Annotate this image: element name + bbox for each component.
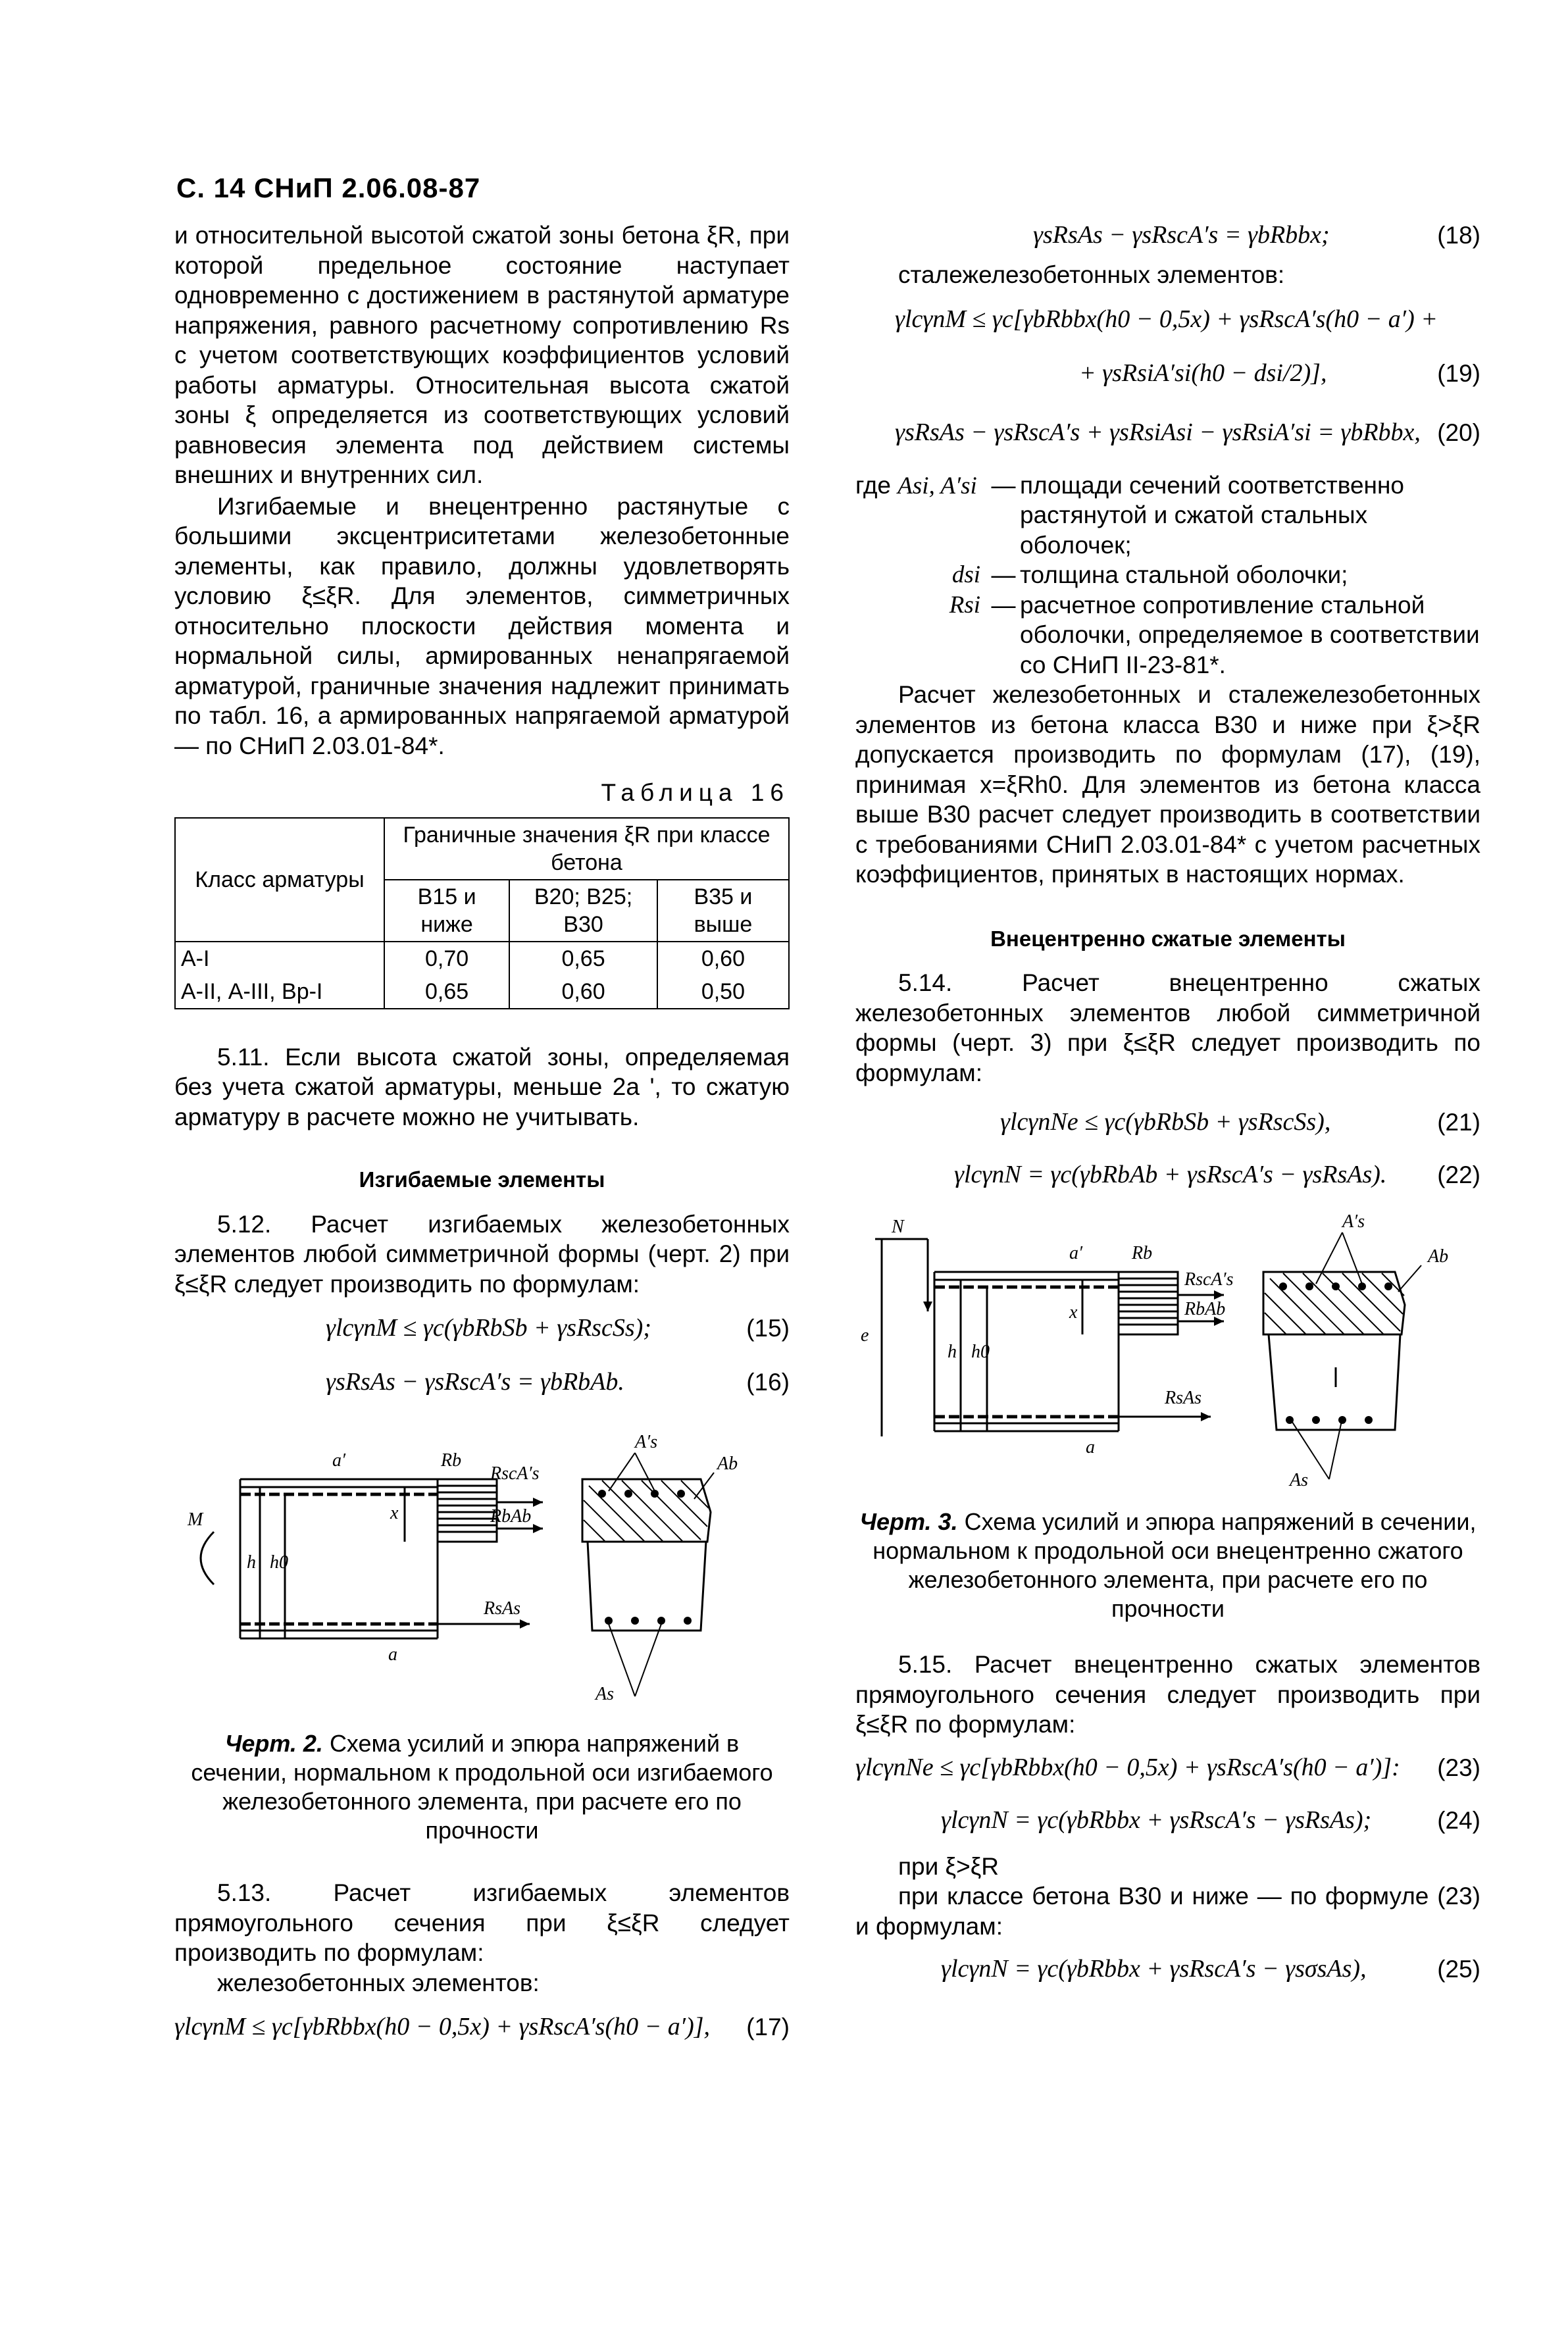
table-cell: 0,50: [657, 975, 789, 1009]
fig3-label-Rb: Rb: [1132, 1243, 1153, 1263]
table-cell: 0,60: [509, 975, 657, 1009]
formula-24-expr: γlcγnN = γc(γbRbbx + γsRscA′s − γsRsAs);: [941, 1806, 1372, 1834]
formula-16: [174, 1367, 790, 1407]
paragraph-5-14: 5.14. Расчет внецентренно сжатых железобетонных элементов любой симметричной формы (черт. 3) при ξ≤ξR следует производить по формулам:: [855, 969, 1480, 1086]
paragraph-bending: Изгибаемые и внецентренно растянутые с большими эксцентриситетами железобетонные элементы, как правило, должны удовлетворять условию ξ≤ξR. Для элементов, симметричных относительно плоскости действия момента и нормальной силы, армированных ненапрягаемой арматурой, граничные значения надлежит принимать по табл. 16, а армированных напрягаемой арматурой — по СНиП 2.03.01-84*.: [174, 492, 790, 759]
fig2-label-x: x: [390, 1503, 399, 1523]
formula-18-number: (18): [1437, 222, 1480, 249]
figure-2-diagram: [174, 1433, 790, 1703]
fig2-label-a1: a′: [332, 1450, 346, 1471]
formula-17-expr: γlcγnM ≤ γc[γbRbbx(h0 − 0,5x) + γsRscA′s(h0 − a′)],: [174, 2013, 711, 2040]
definition-text-rsi: расчетное сопротивление стальной оболочки, определяемое в соответствии со СНиП II-23-81*.: [1020, 591, 1480, 678]
fig2-label-a: a: [388, 1644, 397, 1665]
fig3-label-a1: a′: [1069, 1243, 1083, 1263]
fig3-label-RsAs: RsAs: [1165, 1388, 1201, 1408]
table-cell-class: А-II, А-III, Вр-I: [175, 975, 384, 1009]
formula-18: [855, 220, 1480, 260]
formula-17: [174, 2012, 790, 2052]
formula-15: [174, 1313, 790, 1353]
formula-19-number: (19): [1437, 359, 1480, 387]
figure-3-caption: [855, 1507, 1480, 1623]
fig3-label-N: N: [892, 1217, 904, 1237]
fig2-label-As1: A′s: [635, 1433, 658, 1452]
formula-15-expr: γlcγnM ≤ γc(γbRbSb + γsRscSs);: [326, 1314, 651, 1342]
formula-19-line1: [855, 305, 1480, 344]
fig2-label-RscAs: RscA′s: [490, 1463, 540, 1484]
paragraph-5-13-rc: железобетонных элементов:: [217, 1969, 540, 1996]
definition-text-asi: площади сечений соответственно растянутой и сжатой стальных оболочек;: [1020, 471, 1404, 559]
paragraph-steel: сталежелезобетонных элементов:: [898, 261, 1285, 288]
formula-22: [855, 1160, 1480, 1200]
fig3-label-As: As: [1290, 1470, 1308, 1489]
fig3-label-RbAb: RbAb: [1184, 1299, 1226, 1319]
table-row: [175, 942, 789, 975]
definition-symbol-dsi: dsi: [951, 561, 980, 588]
right-column: [855, 220, 1480, 1994]
table-cell: 0,60: [657, 942, 789, 975]
fig3-label-a: a: [1086, 1437, 1095, 1457]
fig2-label-As: As: [595, 1684, 614, 1703]
figure-3-caption-text: Схема усилий и эпюра напряжений в сечении, нормальном к продольной оси внецентренно сжатого железобетонного элемента, при расчете его по прочности: [873, 1508, 1477, 1622]
table-cell: 0,65: [384, 975, 509, 1009]
figure-2-caption-label: Черт. 2.: [224, 1730, 323, 1757]
table-cell: 0,65: [509, 942, 657, 975]
fig3-label-x: x: [1069, 1302, 1078, 1323]
definition-dash: —: [991, 471, 1016, 499]
fig2-label-Rb: Rb: [441, 1450, 462, 1471]
formula-25-number: (25): [1437, 1956, 1480, 1983]
formula-16-number: (16): [746, 1369, 790, 1396]
figure-2-caption-text: Схема усилий и эпюра напряжений в сечении, нормальном к продольной оси изгибаемого железобетонного элемента, при расчете его по прочности: [191, 1730, 773, 1844]
formula-17-number: (17): [746, 2013, 790, 2040]
fig2-label-h0: h0: [270, 1552, 288, 1573]
fig2-label-Ab: Ab: [717, 1454, 738, 1474]
formula-21: [855, 1107, 1480, 1147]
table-header-group: Граничные значения ξR при классе бетона: [384, 818, 789, 880]
formula-19-expr-a: γlcγnM ≤ γc[γbRbbx(h0 − 0,5x) + γsRscA′s(h0 − a′) +: [895, 305, 1438, 333]
table-row: [175, 975, 789, 1009]
page-header: С. 14 СНиП 2.06.08-87: [176, 172, 481, 203]
fig3-label-As1: A′s: [1342, 1213, 1365, 1232]
formula-19-expr-b: + γsRsiA′si(h0 − dsi/2)],: [1079, 359, 1327, 387]
definition-text-dsi: толщина стальной оболочки;: [1020, 561, 1348, 588]
figure-2: [174, 1433, 790, 1703]
figure-3-diagram: [855, 1213, 1480, 1489]
fig3-label-e: e: [861, 1325, 869, 1346]
formula-21-expr: γlcγnNe ≤ γc(γbRbSb + γsRscSs),: [1000, 1108, 1331, 1136]
fig2-label-M: M: [188, 1509, 203, 1530]
paragraph-5-12: 5.12. Расчет изгибаемых железобетонных элементов любой симметричной формы (черт. 2) при ξ≤ξR следует производить по формулам:: [174, 1210, 790, 1298]
formula-23-number: (23): [1437, 1754, 1480, 1781]
definitions-where: где: [855, 471, 892, 499]
formula-21-number: (21): [1437, 1109, 1480, 1136]
definitions-list: [855, 470, 1480, 680]
formula-24-number: (24): [1437, 1806, 1480, 1834]
paragraph-intro: и относительной высотой сжатой зоны бетона ξR, при которой предельное состояние наступает одновременно с достижением в растянутой арматуре напряжения, равного расчетному сопротивлению Rs с учетом соответствующих коэффициентов условий работы арматуры. Относительная высота сжатой зоны ξ определяется из соответствующих условий равновесия элемента под действием системы внешних и внутренних сил.: [174, 222, 790, 488]
formula-22-expr: γlcγnN = γc(γbRbAb + γsRscA′s − γsRsAs).: [954, 1161, 1387, 1188]
fig3-label-h: h: [948, 1342, 957, 1362]
formula-22-number: (22): [1437, 1161, 1480, 1188]
formula-20: [855, 418, 1480, 457]
fig3-label-Ab: Ab: [1428, 1246, 1449, 1267]
paragraph-5-15: 5.15. Расчет внецентренно сжатых элементов прямоугольного сечения следует производить при ξ≤ξR по формулам:: [855, 1651, 1480, 1738]
left-column: [174, 220, 790, 2052]
formula-15-number: (15): [746, 1315, 790, 1342]
formula-23-expr: γlcγnNe ≤ γc[γbRbbx(h0 − 0,5x) + γsRscA′s(h0 − a′)]:: [855, 1753, 1400, 1781]
formula-23: [855, 1753, 1480, 1792]
fig3-label-RscAs: RscA′s: [1184, 1269, 1234, 1290]
definitions-where-cell: [855, 470, 987, 561]
fig2-label-h: h: [247, 1552, 256, 1573]
fig2-label-RbAb: RbAb: [490, 1506, 532, 1527]
formula-16-expr: γsRsAs − γsRscA′s = γbRbAb.: [326, 1368, 624, 1396]
figure-2-caption: [174, 1729, 790, 1845]
formula-18-expr: γsRsAs − γsRscA′s = γbRbbx;: [1033, 221, 1330, 249]
table-subheader-b35: В35 и выше: [657, 880, 789, 942]
section-title-bending: Изгибаемые элементы: [359, 1167, 605, 1192]
formula-25: [855, 1954, 1480, 1994]
paragraph-5-11: 5.11. Если высота сжатой зоны, определяемая без учета сжатой арматуры, меньше 2a ', то сжатую арматуру в расчете можно не учитывать.: [174, 1043, 790, 1130]
paragraph-5-13: 5.13. Расчет изгибаемых элементов прямоугольного сечения при ξ≤ξR следует производить по формулам:: [174, 1879, 790, 1966]
table-subheader-b15: В15 и ниже: [384, 880, 509, 942]
figure-3-caption-label: Черт. 3.: [859, 1508, 958, 1535]
fig2-label-RsAs: RsAs: [484, 1598, 520, 1619]
definition-symbol-asi: Asi, A′si: [898, 472, 977, 499]
table-16: [174, 817, 790, 1009]
table-subheader-b20-30: В20; В25; В30: [509, 880, 657, 942]
definition-dash: —: [991, 561, 1016, 588]
table-cell: 0,70: [384, 942, 509, 975]
paragraph-calc: Расчет железобетонных и сталежелезобетонных элементов из бетона класса В30 и ниже при ξ>ξR допускается производить по формулам (17), (19), принимая x=ξRh0. Для элементов из бетона класса выше В30 расчет следует производить в соответствии с требованиями СНиП 2.03.01-84* с учетом расчетных коэффициентов, принятых в настоящих нормах.: [855, 681, 1480, 888]
formula-20-number: (20): [1437, 418, 1480, 446]
formula-20-expr: γsRsAs − γsRscA′s + γsRsiAsi − γsRsiA′si = γbRbbx,: [895, 418, 1421, 446]
formula-19-line2: [855, 359, 1480, 398]
figure-3: [855, 1213, 1480, 1489]
table-header-class: Класс арматуры: [175, 818, 384, 942]
paragraph-class: при классе бетона В30 и ниже — по формуле (23) и формулам:: [855, 1883, 1480, 1940]
definition-dash: —: [991, 591, 1016, 619]
formula-24: [855, 1806, 1480, 1845]
table-cell-class: А-I: [175, 942, 384, 975]
section-title-eccentric: Внецентренно сжатые элементы: [990, 926, 1346, 951]
definition-symbol-rsi: Rsi: [949, 591, 980, 619]
fig3-label-h0: h0: [971, 1342, 990, 1362]
table-title: Таблица 16: [601, 779, 790, 806]
paragraph-when: при ξ>ξR: [898, 1852, 999, 1880]
formula-25-expr: γlcγnN = γc(γbRbbx + γsRscA′s − γsσsAs),: [941, 1955, 1367, 1983]
